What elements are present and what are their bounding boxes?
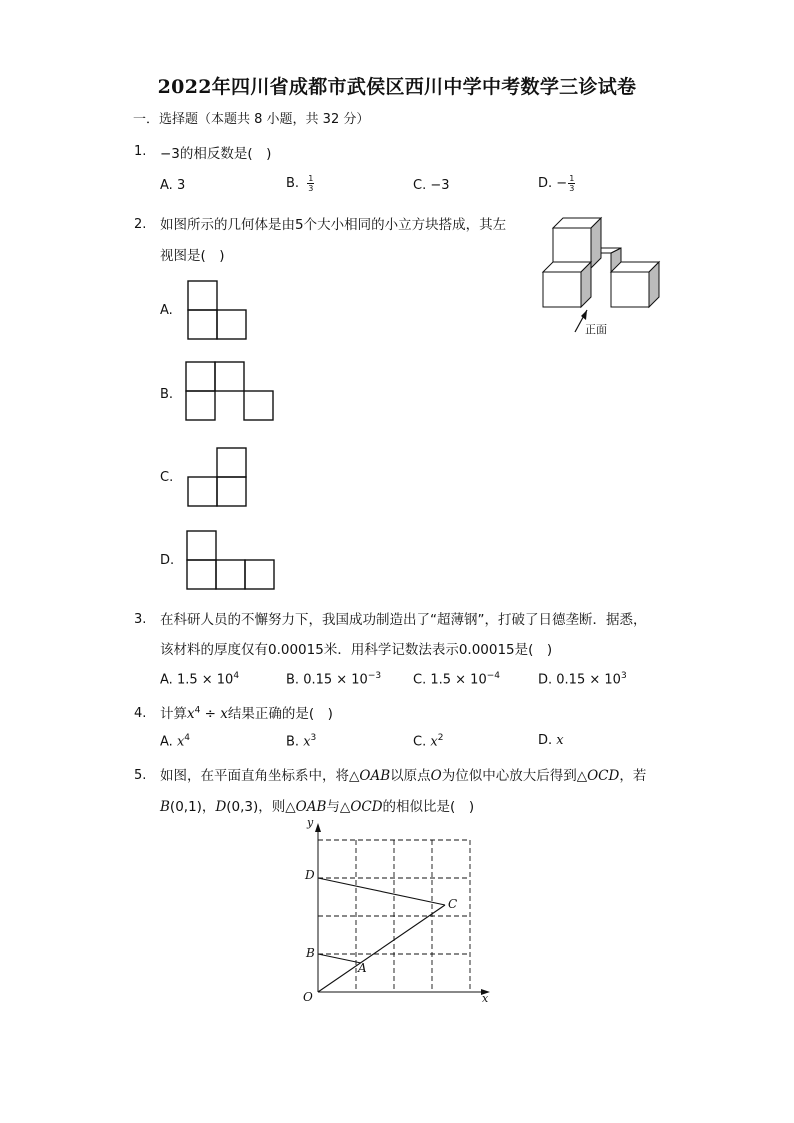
- option-a: A. $1.5 \times 10^4$: [160, 671, 240, 688]
- option-d: D.: [160, 553, 175, 568]
- question-text-line1: 在科研人员的不懈努力下，我国成功制造出了“超薄钢”，打破了日德垄断．据悉，: [160, 612, 647, 628]
- question-text-line2: B(0,1)，D(0,3)，则△OAB与△OCD的相似比是( ): [160, 799, 475, 815]
- option-a: A. $x^4$: [160, 733, 191, 750]
- option-c-figure: [187, 447, 249, 509]
- question-text: 计算$x^4 \div x$结果正确的是( ): [160, 705, 333, 722]
- point-O-label: O: [303, 990, 313, 1004]
- question-text-line1: 如图所示的几何体是由5个大小相同的小立方块搭成，其左: [160, 217, 507, 233]
- option-d: D. − $\frac{1}{3}$: [538, 174, 575, 193]
- option-b-figure: [185, 361, 275, 423]
- option-a-figure: [187, 280, 247, 340]
- question-number: 2.: [134, 217, 147, 232]
- question-text-line2: 视图是( ): [160, 248, 225, 264]
- option-b: B. $\frac{1}{3}$: [286, 174, 314, 193]
- point-D-label: D: [305, 868, 315, 882]
- point-B-label: B: [306, 946, 315, 960]
- question-number: 4.: [134, 706, 147, 721]
- front-label: 正面: [585, 323, 607, 336]
- question-number: 5.: [134, 768, 147, 783]
- option-a: A.: [160, 303, 173, 318]
- x-axis-label: x: [482, 992, 489, 1005]
- option-c: C.: [160, 470, 174, 485]
- point-A-label: A: [358, 961, 367, 975]
- option-d-figure: [186, 530, 278, 592]
- question-text: −3的相反数是( ): [160, 146, 272, 162]
- option-c: C. −3: [413, 178, 450, 193]
- option-d: D. $0.15 \times 10^3$: [538, 671, 627, 688]
- question-number: 1.: [134, 144, 147, 159]
- option-b: B.: [160, 387, 174, 402]
- question-text-line1: 如图，在平面直角坐标系中，将△OAB以原点O为位似中心放大后得到△OCD，若: [160, 768, 647, 784]
- page-title: 2022年四川省成都市武侯区西川中学中考数学三诊试卷: [157, 76, 637, 98]
- option-c: C. $x^2$: [413, 733, 444, 750]
- question-text-line2: 该材料的厚度仅有0.00015米．用科学记数法表示0.00015是( ): [160, 642, 553, 658]
- section-heading: 一．选择题（本题共 8 小题，共 32 分）: [133, 112, 370, 127]
- coordinate-figure: [300, 818, 495, 1013]
- option-c: C. $1.5 \times 10^{-4}$: [413, 671, 500, 688]
- option-b: B. $x^3$: [286, 733, 317, 750]
- option-d: D. x: [538, 733, 564, 748]
- point-C-label: C: [448, 897, 458, 911]
- option-a: A. 3: [160, 178, 186, 193]
- question-number: 3.: [134, 612, 147, 627]
- option-b: B. $0.15 \times 10^{-3}$: [286, 671, 382, 688]
- y-axis-label: y: [307, 816, 314, 829]
